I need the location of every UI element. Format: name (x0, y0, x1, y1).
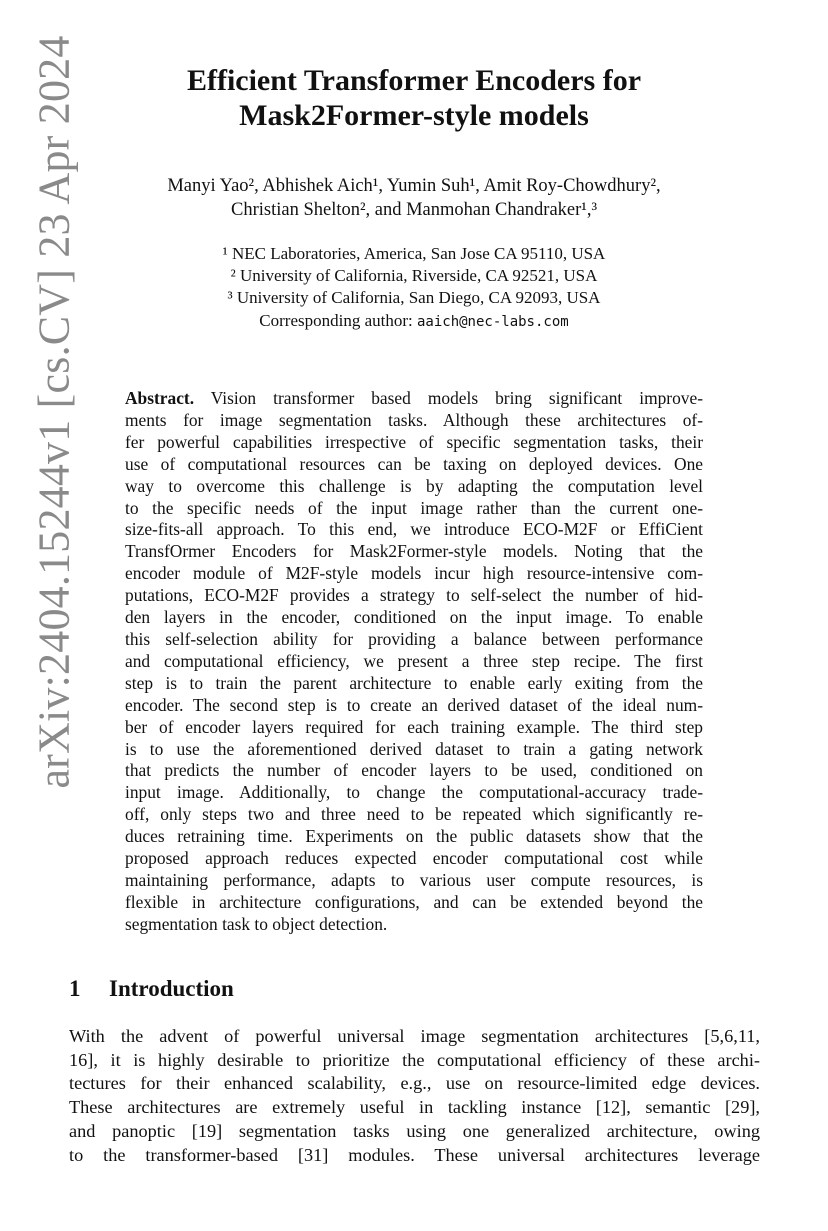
abstract-line: ber of encoder layers required for each training example. The third step (125, 716, 703, 737)
abstract-line: use of computational resources can be taxing on deployed devices. One (125, 453, 703, 474)
arxiv-identifier: arXiv:2404.15244v1 [cs.CV] 23 Apr 2024 (29, 35, 79, 789)
abstract-line: that predicts the number of encoder layers to be used, conditioned on (125, 760, 703, 781)
abstract-line: this self-selection ability for providing a balance between performance (125, 628, 703, 649)
section-heading (69, 976, 234, 1002)
abstract-line: ments for image segmentation tasks. Although these architectures of- (125, 409, 703, 430)
abstract-line: den layers in the encoder, conditioned on the input image. To enable (125, 607, 703, 628)
intro-line: to the transformer-based [31] modules. These universal architectures leverage (69, 1144, 760, 1165)
abstract-line: way to overcome this challenge is by adapting the computation level (125, 475, 703, 496)
paper-title-line-1: Efficient Transformer Encoders for (186, 64, 642, 97)
corresponding-label: Corresponding author: (259, 311, 417, 330)
corresponding-author (0, 310, 828, 333)
abstract-line: putations, ECO-M2F provides a strategy to self-select the number of hid- (125, 585, 703, 606)
abstract-line: is to use the aforementioned derived dataset to train a gating network (125, 738, 703, 759)
abstract-line: maintaining performance, adapts to various user compute resources, is (125, 869, 703, 890)
section-title: Introduction (109, 976, 234, 1001)
intro-line: and panoptic [19] segmentation tasks using one generalized architecture, owing (69, 1120, 760, 1141)
abstract-line: off, only steps two and three need to be repeated which significantly re- (125, 804, 703, 825)
abstract-line: encoder module of M2F-style models incur high resource-intensive com- (125, 563, 703, 584)
abstract-line: encoder. The second step is to create an derived dataset of the ideal num- (125, 694, 703, 715)
abstract-heading: Abstract. (125, 388, 195, 408)
abstract-line: and computational efficiency, we present a three step recipe. The first (125, 650, 703, 671)
corresponding-email[interactable]: aaich@nec-labs.com (416, 314, 569, 330)
abstract-line: Abstract. Vision transformer based models bring significant improve- (125, 388, 703, 408)
abstract-line: proposed approach reduces expected encoder computational cost while (125, 848, 703, 869)
abstract (125, 388, 703, 936)
abstract-line: step is to train the parent architecture to enable early exiting from the (125, 672, 703, 693)
abstract-line: segmentation task to object detection. (125, 913, 388, 934)
authors-line-1: Manyi Yao², Abhishek Aich¹, Yumin Suh¹, Amit Roy-Chowdhury², (167, 176, 661, 196)
abstract-line: to the specific needs of the input image rather than the current one- (125, 497, 703, 518)
intro-line: These architectures are extremely useful in tackling instance [12], semantic [29], (69, 1097, 760, 1118)
intro-line: 16], it is highly desirable to prioritize the computational efficiency of these archi- (69, 1049, 760, 1070)
arxiv-identifier-sidebar (26, 35, 82, 789)
affiliation-1: ¹ NEC Laboratories, America, San Jose CA 95110, USA (222, 244, 606, 263)
intro-line: tectures for their enhanced scalability, e.g., use on resource-limited edge devices. (69, 1073, 760, 1094)
intro-line: With the advent of powerful universal image segmentation architectures [5,6,11, (69, 1026, 760, 1046)
section-number: 1 (69, 976, 81, 1001)
abstract-line: input image. Additionally, to change the computational-accuracy trade- (125, 782, 703, 803)
abstract-line: duces retraining time. Experiments on the public datasets show that the (125, 826, 703, 847)
affiliation-3: ³ University of California, San Diego, CA 92093, USA (227, 288, 601, 307)
introduction-body (69, 1025, 760, 1167)
abstract-line: fer powerful capabilities irrespective of specific segmentation tasks, their (125, 431, 703, 452)
affiliation-2: ² University of California, Riverside, CA 92521, USA (230, 266, 598, 285)
authors-line-2: Christian Shelton², and Manmohan Chandraker¹,³ (230, 200, 598, 220)
abstract-line: flexible in architecture configurations, and can be extended beyond the (125, 891, 703, 912)
abstract-line: size-fits-all approach. To this end, we introduce ECO-M2F or EffiCient (125, 519, 703, 540)
abstract-line: TransfOrmer Encoders for Mask2Former-style models. Noting that the (125, 541, 703, 562)
paper-title-line-2: Mask2Former-style models (239, 99, 589, 132)
